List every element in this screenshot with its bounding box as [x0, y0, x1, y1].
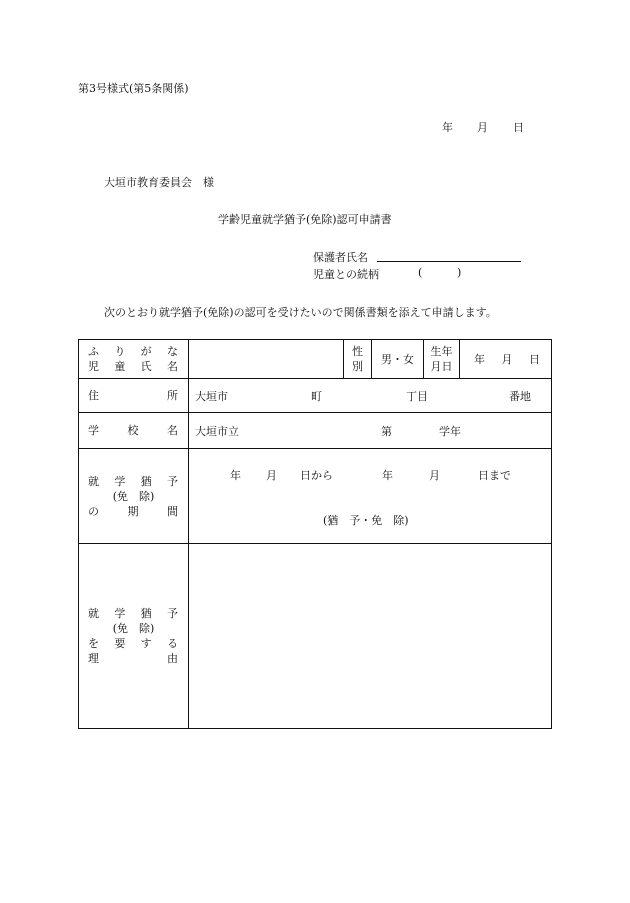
date-month-label: 月 [477, 121, 488, 134]
date-day-label: 日 [513, 121, 524, 134]
row-child-name [79, 340, 552, 379]
birthdate-label-cell: 生年 月日 [424, 340, 460, 379]
type-choice[interactable]: (猶 予・免 除) [323, 514, 409, 527]
row-reason [79, 544, 552, 729]
reason-value-cell[interactable] [189, 544, 552, 729]
from-year-label: 年 [230, 469, 241, 482]
birth-year-label: 年 [474, 353, 485, 366]
row-period [79, 449, 552, 544]
relation-label: 児童との続柄 [313, 268, 379, 281]
gender-value-cell[interactable] [372, 340, 424, 379]
relation-paren-close: ) [457, 266, 462, 279]
to-month-label: 月 [429, 469, 440, 482]
child-name-label-cell [79, 340, 189, 379]
date-year-label: 年 [442, 121, 453, 134]
intro-text: 次のとおり就学猶予(免除)の認可を受けたいので関係書類を添えて申請します。 [104, 306, 497, 319]
furigana-label: ふ り が な [88, 345, 178, 358]
from-day-label: 日から [300, 469, 333, 482]
addressee: 大垣市教育委員会 様 [104, 176, 214, 189]
period-value-cell[interactable] [189, 449, 552, 544]
address-label-cell: 住 所 [79, 379, 189, 413]
row-address [79, 379, 552, 413]
period-label-cell: 就 学 猶 予 (免 除) の 期 間 [79, 449, 189, 544]
from-month-label: 月 [266, 469, 277, 482]
school-prefix: 大垣市立 [195, 424, 239, 438]
to-day-label: 日まで [478, 469, 511, 482]
birth-day-label: 日 [529, 353, 540, 366]
row-school [79, 413, 552, 449]
birthdate-value-cell[interactable] [460, 340, 552, 379]
grade-suffix: 学年 [439, 424, 461, 438]
form-number: 第3号様式(第5条関係) [78, 82, 189, 95]
child-name-input-cell[interactable] [189, 340, 344, 379]
gender-options[interactable]: 男・女 [381, 352, 414, 366]
address-value-cell[interactable] [189, 379, 552, 413]
to-year-label: 年 [382, 469, 393, 482]
grade-prefix: 第 [381, 424, 392, 438]
school-value-cell[interactable] [189, 413, 552, 449]
address-town: 町 [311, 389, 322, 403]
application-table [78, 339, 552, 729]
birth-month-label: 月 [501, 353, 513, 366]
school-label-cell: 学 校 名 [79, 413, 189, 449]
reason-label-cell: 就 学 猶 予 (免 除) を 要 す る 理 由 [79, 544, 189, 729]
guardian-name-label: 保護者氏名 [313, 251, 368, 264]
relation-paren-open: ( [418, 266, 423, 279]
form-title: 学齢児童就学猶予(免除)認可申請書 [218, 213, 392, 226]
address-chome: 丁目 [406, 389, 428, 403]
gender-label-cell: 性 別 [344, 340, 372, 379]
address-banchi: 番地 [509, 389, 531, 403]
address-city: 大垣市 [195, 389, 228, 403]
child-name-label: 児 童 氏 名 [88, 360, 178, 373]
guardian-name-line[interactable] [377, 261, 521, 262]
